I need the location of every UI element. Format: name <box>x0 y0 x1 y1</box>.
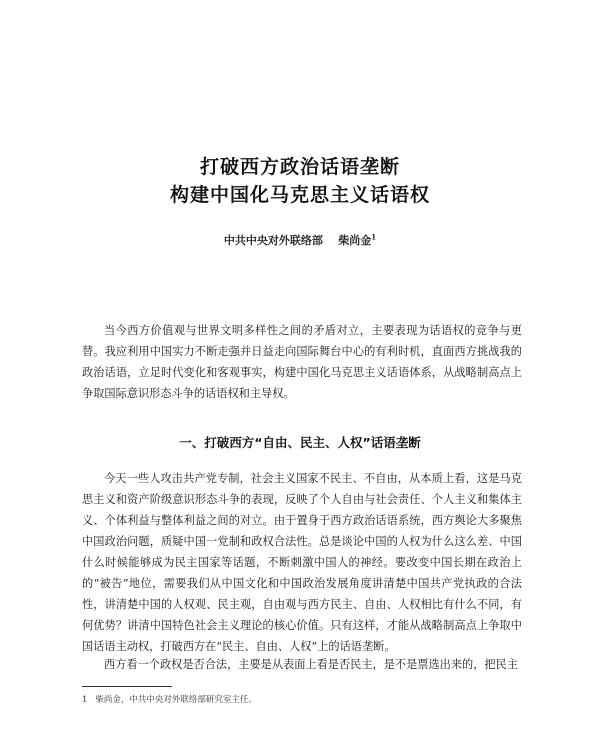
paragraph-intro: 当今西方价值观与世界文明多样性之间的矛盾对立，主要表现为话语权的竞争与更替。我应利用中国实力不断走强并日益走向国际舞台中心的有利时机，直面西方挑战我的政治话语，立足时代变化和客观事实，构建中国化马克思主义话语体系，从战略制高点上争取国际意识形态斗争的话语权和主导权。 <box>82 324 522 400</box>
footnote-divider <box>82 686 172 687</box>
footnote <box>82 693 522 705</box>
article-title-line-2: 构建中国化马克思主义话语权 <box>169 184 430 206</box>
paragraph-section-2: 西方看一个政权是否合法，主要是从表面上看是否民主，是不是票选出来的，把民主 <box>104 658 518 671</box>
paragraph-section-1: 今天一些人攻击共产党专制，社会主义国家不民主、不自由，从本质上看，这是马克思主义和资产阶级意识形态斗争的表现，反映了个人自由与社会责任、个人主义和集体主义、个体利益与整体利益之间的对立。由于置身于西方政治话语系统，西方舆论大多聚焦中国政治问题，质疑中国一党制和政权合法性。总是谈论中国的人权为什么这么差、中国什么时候能够成为民主国家等话题，不断刺激中国人的神经。要改变中国长期在政治上的“被告”地位，需要我们从中国文化和中国政治发展角度讲清楚中国共产党执政的合法性，讲清楚中国的人权观、民主观，自由观与西方民主、自由、人权相比有什么不同，有何优势？讲清中国特色社会主义理论的核心价值。只有这样，才能从战略制高点上争取中国话语主动权，打破西方在“民主、自由、人权”上的话语垄断。 <box>82 472 522 653</box>
article-title-line-1: 打破西方政治话语垄断 <box>199 156 400 178</box>
footnote-mark: 1 <box>82 695 88 705</box>
author-affiliation: 中共中央对外联络部 <box>223 234 323 247</box>
author-line <box>0 232 600 248</box>
author-footnote-mark: 1 <box>371 232 377 242</box>
section-heading: 一、打破西方“自由、民主、人权”话语垄断 <box>179 435 421 450</box>
footnote-text: 柴尚金，中共中央对外联络部研究室主任。 <box>95 695 257 705</box>
author-name: 柴尚金 <box>338 234 372 247</box>
